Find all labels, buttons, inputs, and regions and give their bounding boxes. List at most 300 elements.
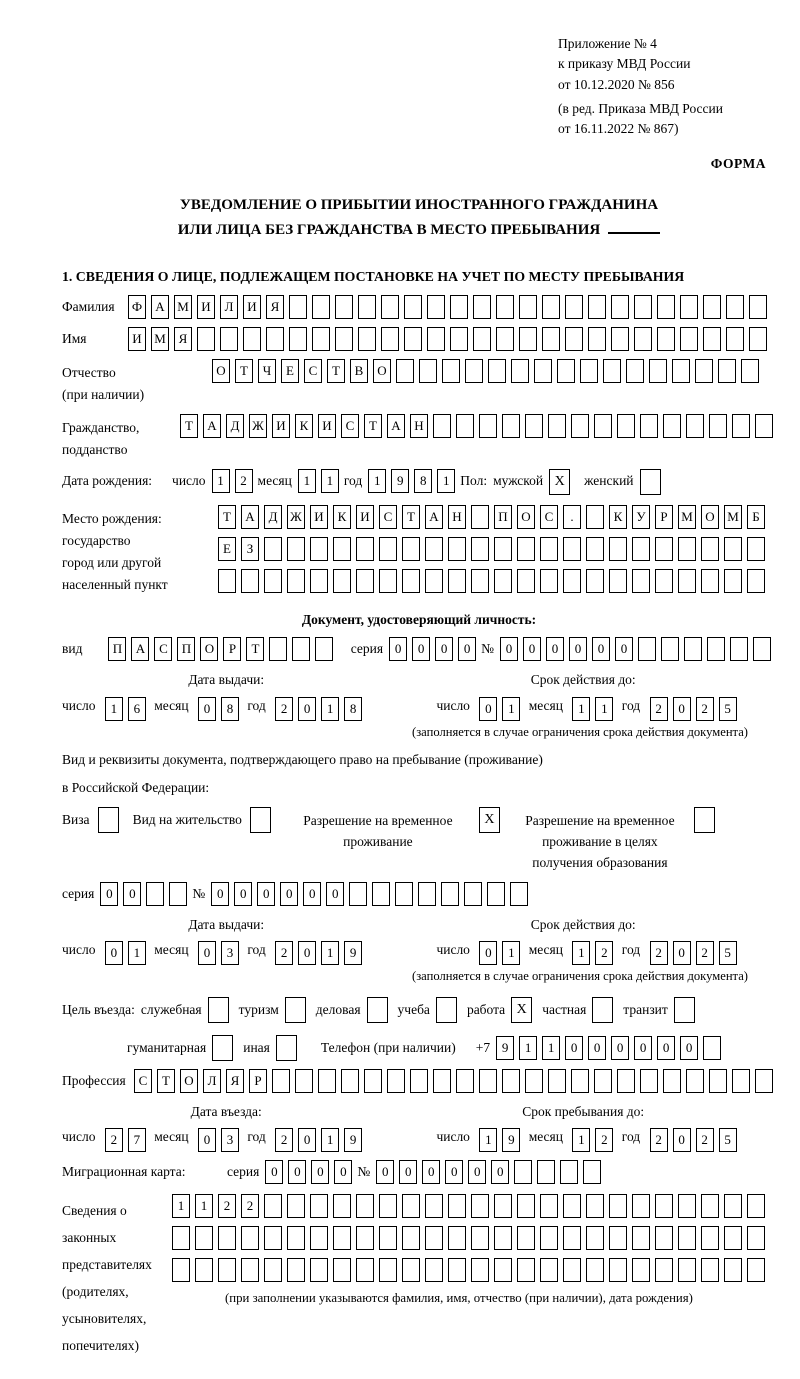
char-cell[interactable]: 5 [719, 941, 737, 965]
char-cell[interactable] [680, 295, 698, 319]
char-cell[interactable] [264, 537, 282, 561]
char-cell[interactable] [427, 327, 445, 351]
char-cell[interactable]: 1 [195, 1194, 213, 1218]
char-cell[interactable] [695, 359, 713, 383]
char-cell[interactable]: 0 [123, 882, 141, 906]
char-cell[interactable] [195, 1258, 213, 1282]
iddoc-valid-month-cells[interactable] [572, 697, 618, 721]
char-cell[interactable]: В [350, 359, 368, 383]
char-cell[interactable]: 1 [572, 697, 590, 721]
char-cell[interactable] [747, 1194, 765, 1218]
char-cell[interactable] [701, 569, 719, 593]
char-cell[interactable] [540, 1258, 558, 1282]
char-cell[interactable] [609, 1194, 627, 1218]
char-cell[interactable]: 0 [634, 1036, 652, 1060]
char-cell[interactable] [680, 327, 698, 351]
char-cell[interactable] [678, 537, 696, 561]
char-cell[interactable] [701, 1258, 719, 1282]
char-cell[interactable]: 0 [311, 1160, 329, 1184]
char-cell[interactable]: 0 [298, 941, 316, 965]
iddoc-valid-day-cells[interactable] [479, 697, 525, 721]
char-cell[interactable]: М [151, 327, 169, 351]
char-cell[interactable] [540, 1194, 558, 1218]
char-cell[interactable] [287, 1258, 305, 1282]
char-cell[interactable] [292, 637, 310, 661]
char-cell[interactable]: 2 [275, 941, 293, 965]
iddoc-issued-month-cells[interactable] [198, 697, 244, 721]
purpose-turizm-checkbox[interactable] [285, 997, 306, 1023]
char-cell[interactable]: 0 [491, 1160, 509, 1184]
char-cell[interactable]: Я [174, 327, 192, 351]
char-cell[interactable] [448, 1226, 466, 1250]
char-cell[interactable] [611, 295, 629, 319]
char-cell[interactable] [525, 1069, 543, 1093]
char-cell[interactable] [333, 569, 351, 593]
char-cell[interactable]: З [241, 537, 259, 561]
char-cell[interactable] [519, 327, 537, 351]
char-cell[interactable] [655, 537, 673, 561]
char-cell[interactable]: Т [364, 414, 382, 438]
char-cell[interactable] [471, 1194, 489, 1218]
char-cell[interactable] [655, 569, 673, 593]
char-cell[interactable] [594, 414, 612, 438]
purpose-inaya-checkbox[interactable] [276, 1035, 297, 1061]
char-cell[interactable]: М [174, 295, 192, 319]
char-cell[interactable] [418, 882, 436, 906]
char-cell[interactable] [358, 295, 376, 319]
char-cell[interactable]: 0 [657, 1036, 675, 1060]
char-cell[interactable] [318, 1069, 336, 1093]
char-cell[interactable] [425, 569, 443, 593]
char-cell[interactable]: 0 [280, 882, 298, 906]
char-cell[interactable]: 0 [257, 882, 275, 906]
char-cell[interactable]: 3 [221, 1128, 239, 1152]
char-cell[interactable]: К [295, 414, 313, 438]
char-cell[interactable] [703, 295, 721, 319]
char-cell[interactable] [379, 1194, 397, 1218]
char-cell[interactable] [379, 1258, 397, 1282]
char-cell[interactable] [471, 1226, 489, 1250]
char-cell[interactable] [586, 1226, 604, 1250]
char-cell[interactable]: М [678, 505, 696, 529]
char-cell[interactable]: Ж [287, 505, 305, 529]
char-cell[interactable]: К [609, 505, 627, 529]
char-cell[interactable] [609, 569, 627, 593]
profession-cells[interactable] [134, 1069, 778, 1093]
char-cell[interactable] [672, 359, 690, 383]
char-cell[interactable] [356, 1194, 374, 1218]
char-cell[interactable] [465, 359, 483, 383]
char-cell[interactable] [379, 1226, 397, 1250]
char-cell[interactable] [586, 569, 604, 593]
char-cell[interactable]: 0 [611, 1036, 629, 1060]
permit-issued-year-cells[interactable] [275, 941, 367, 965]
char-cell[interactable] [264, 569, 282, 593]
char-cell[interactable]: О [373, 359, 391, 383]
char-cell[interactable] [404, 327, 422, 351]
char-cell[interactable] [315, 637, 333, 661]
char-cell[interactable] [703, 327, 721, 351]
char-cell[interactable] [264, 1194, 282, 1218]
char-cell[interactable]: У [632, 505, 650, 529]
char-cell[interactable]: 0 [100, 882, 118, 906]
char-cell[interactable]: 0 [673, 1128, 691, 1152]
char-cell[interactable] [310, 1258, 328, 1282]
char-cell[interactable] [678, 1258, 696, 1282]
char-cell[interactable] [626, 359, 644, 383]
char-cell[interactable] [494, 1258, 512, 1282]
char-cell[interactable] [563, 1226, 581, 1250]
char-cell[interactable] [594, 1069, 612, 1093]
char-cell[interactable]: 2 [696, 1128, 714, 1152]
char-cell[interactable]: 0 [198, 1128, 216, 1152]
iddoc-series-cells[interactable] [389, 637, 481, 661]
char-cell[interactable] [583, 1160, 601, 1184]
char-cell[interactable] [571, 1069, 589, 1093]
char-cell[interactable]: 0 [334, 1160, 352, 1184]
char-cell[interactable] [218, 1226, 236, 1250]
char-cell[interactable] [172, 1258, 190, 1282]
char-cell[interactable]: О [200, 637, 218, 661]
char-cell[interactable] [402, 537, 420, 561]
char-cell[interactable] [519, 295, 537, 319]
char-cell[interactable] [450, 327, 468, 351]
char-cell[interactable] [333, 1226, 351, 1250]
char-cell[interactable] [333, 537, 351, 561]
char-cell[interactable] [649, 359, 667, 383]
char-cell[interactable]: П [177, 637, 195, 661]
char-cell[interactable] [565, 295, 583, 319]
char-cell[interactable] [732, 1069, 750, 1093]
char-cell[interactable] [289, 295, 307, 319]
char-cell[interactable]: 2 [595, 941, 613, 965]
iddoc-number-cells[interactable] [500, 637, 776, 661]
char-cell[interactable]: Е [218, 537, 236, 561]
iddoc-issued-year-cells[interactable] [275, 697, 367, 721]
char-cell[interactable] [287, 1226, 305, 1250]
char-cell[interactable]: 5 [719, 697, 737, 721]
char-cell[interactable] [473, 327, 491, 351]
char-cell[interactable]: 9 [502, 1128, 520, 1152]
char-cell[interactable]: Е [281, 359, 299, 383]
char-cell[interactable] [609, 537, 627, 561]
surname-cells[interactable] [128, 295, 772, 319]
char-cell[interactable] [655, 1194, 673, 1218]
char-cell[interactable]: С [379, 505, 397, 529]
char-cell[interactable]: 0 [615, 637, 633, 661]
char-cell[interactable] [456, 1069, 474, 1093]
char-cell[interactable] [686, 414, 704, 438]
char-cell[interactable]: Т [235, 359, 253, 383]
char-cell[interactable]: 1 [368, 469, 386, 493]
char-cell[interactable]: 2 [595, 1128, 613, 1152]
visa-checkbox[interactable] [98, 807, 119, 833]
char-cell[interactable] [510, 882, 528, 906]
purpose-tranzit-checkbox[interactable] [674, 997, 695, 1023]
char-cell[interactable] [724, 1226, 742, 1250]
char-cell[interactable] [494, 1226, 512, 1250]
char-cell[interactable]: 0 [211, 882, 229, 906]
residence-permit-checkbox[interactable] [250, 807, 271, 833]
char-cell[interactable]: 2 [235, 469, 253, 493]
char-cell[interactable] [396, 359, 414, 383]
char-cell[interactable]: 0 [673, 941, 691, 965]
birth-day-cells[interactable] [212, 469, 258, 493]
char-cell[interactable] [356, 537, 374, 561]
char-cell[interactable]: А [151, 295, 169, 319]
char-cell[interactable]: 8 [221, 697, 239, 721]
char-cell[interactable] [753, 637, 771, 661]
char-cell[interactable]: О [517, 505, 535, 529]
char-cell[interactable] [678, 569, 696, 593]
char-cell[interactable] [356, 1258, 374, 1282]
char-cell[interactable]: 6 [128, 697, 146, 721]
char-cell[interactable]: 1 [321, 469, 339, 493]
char-cell[interactable] [241, 569, 259, 593]
char-cell[interactable] [709, 414, 727, 438]
char-cell[interactable] [755, 414, 773, 438]
char-cell[interactable] [425, 1258, 443, 1282]
char-cell[interactable] [517, 1226, 535, 1250]
char-cell[interactable] [632, 1194, 650, 1218]
char-cell[interactable] [381, 327, 399, 351]
char-cell[interactable] [496, 327, 514, 351]
char-cell[interactable]: 1 [502, 697, 520, 721]
char-cell[interactable]: 1 [298, 469, 316, 493]
char-cell[interactable]: 0 [523, 637, 541, 661]
char-cell[interactable]: 0 [298, 1128, 316, 1152]
patronymic-cells[interactable] [212, 359, 764, 383]
char-cell[interactable] [511, 359, 529, 383]
char-cell[interactable]: 0 [198, 941, 216, 965]
char-cell[interactable] [379, 569, 397, 593]
char-cell[interactable] [310, 569, 328, 593]
permit-issued-month-cells[interactable] [198, 941, 244, 965]
char-cell[interactable] [634, 327, 652, 351]
char-cell[interactable] [747, 1258, 765, 1282]
char-cell[interactable] [264, 1226, 282, 1250]
char-cell[interactable] [747, 537, 765, 561]
char-cell[interactable] [588, 295, 606, 319]
iddoc-issued-day-cells[interactable] [105, 697, 151, 721]
char-cell[interactable] [494, 569, 512, 593]
char-cell[interactable]: И [310, 505, 328, 529]
char-cell[interactable]: 1 [321, 941, 339, 965]
char-cell[interactable]: 0 [198, 697, 216, 721]
char-cell[interactable]: И [272, 414, 290, 438]
char-cell[interactable]: Я [226, 1069, 244, 1093]
char-cell[interactable]: 0 [234, 882, 252, 906]
char-cell[interactable]: Т [402, 505, 420, 529]
char-cell[interactable]: К [333, 505, 351, 529]
birth-year-cells[interactable] [368, 469, 460, 493]
char-cell[interactable] [341, 1069, 359, 1093]
char-cell[interactable] [617, 1069, 635, 1093]
char-cell[interactable] [448, 1258, 466, 1282]
char-cell[interactable] [479, 1069, 497, 1093]
char-cell[interactable]: 8 [344, 697, 362, 721]
char-cell[interactable]: П [494, 505, 512, 529]
char-cell[interactable] [381, 295, 399, 319]
char-cell[interactable]: 0 [105, 941, 123, 965]
char-cell[interactable]: 0 [326, 882, 344, 906]
char-cell[interactable]: И [128, 327, 146, 351]
char-cell[interactable]: 1 [572, 941, 590, 965]
char-cell[interactable]: 1 [212, 469, 230, 493]
purpose-chastnaya-checkbox[interactable] [592, 997, 613, 1023]
char-cell[interactable]: 0 [588, 1036, 606, 1060]
char-cell[interactable] [448, 537, 466, 561]
char-cell[interactable] [433, 414, 451, 438]
purpose-delovaya-checkbox[interactable] [367, 997, 388, 1023]
char-cell[interactable] [565, 327, 583, 351]
char-cell[interactable]: О [212, 359, 230, 383]
char-cell[interactable] [707, 637, 725, 661]
char-cell[interactable]: 2 [650, 941, 668, 965]
char-cell[interactable] [724, 1258, 742, 1282]
char-cell[interactable] [287, 569, 305, 593]
entry-day-cells[interactable] [105, 1128, 151, 1152]
char-cell[interactable] [356, 569, 374, 593]
char-cell[interactable] [264, 1258, 282, 1282]
char-cell[interactable] [724, 1194, 742, 1218]
char-cell[interactable] [218, 569, 236, 593]
char-cell[interactable] [195, 1226, 213, 1250]
char-cell[interactable] [657, 295, 675, 319]
char-cell[interactable]: Т [246, 637, 264, 661]
char-cell[interactable]: И [243, 295, 261, 319]
char-cell[interactable]: Ч [258, 359, 276, 383]
char-cell[interactable] [402, 1258, 420, 1282]
char-cell[interactable]: 0 [376, 1160, 394, 1184]
char-cell[interactable]: 1 [172, 1194, 190, 1218]
char-cell[interactable]: 1 [502, 941, 520, 965]
char-cell[interactable] [747, 569, 765, 593]
representatives-cells-row3[interactable] [172, 1258, 776, 1282]
char-cell[interactable]: С [154, 637, 172, 661]
entry-year-cells[interactable] [275, 1128, 367, 1152]
char-cell[interactable] [387, 1069, 405, 1093]
char-cell[interactable]: 1 [128, 941, 146, 965]
char-cell[interactable] [464, 882, 482, 906]
char-cell[interactable] [169, 882, 187, 906]
char-cell[interactable] [724, 569, 742, 593]
char-cell[interactable]: Д [226, 414, 244, 438]
char-cell[interactable]: И [356, 505, 374, 529]
char-cell[interactable]: 0 [680, 1036, 698, 1060]
char-cell[interactable]: 9 [496, 1036, 514, 1060]
char-cell[interactable] [289, 327, 307, 351]
char-cell[interactable] [755, 1069, 773, 1093]
char-cell[interactable] [310, 1226, 328, 1250]
char-cell[interactable]: Р [655, 505, 673, 529]
char-cell[interactable] [537, 1160, 555, 1184]
entry-month-cells[interactable] [198, 1128, 244, 1152]
char-cell[interactable]: 1 [321, 697, 339, 721]
char-cell[interactable]: 2 [650, 1128, 668, 1152]
char-cell[interactable] [448, 569, 466, 593]
char-cell[interactable] [747, 1226, 765, 1250]
char-cell[interactable]: Н [410, 414, 428, 438]
char-cell[interactable] [718, 359, 736, 383]
char-cell[interactable]: Р [249, 1069, 267, 1093]
char-cell[interactable] [726, 295, 744, 319]
char-cell[interactable] [494, 537, 512, 561]
char-cell[interactable] [563, 537, 581, 561]
char-cell[interactable] [749, 295, 767, 319]
char-cell[interactable]: 1 [572, 1128, 590, 1152]
char-cell[interactable] [632, 537, 650, 561]
char-cell[interactable] [456, 414, 474, 438]
char-cell[interactable] [287, 537, 305, 561]
char-cell[interactable] [703, 1036, 721, 1060]
char-cell[interactable]: 0 [298, 697, 316, 721]
char-cell[interactable] [603, 359, 621, 383]
representatives-cells-row1[interactable] [172, 1194, 776, 1218]
char-cell[interactable]: 0 [500, 637, 518, 661]
char-cell[interactable]: Р [223, 637, 241, 661]
firstname-cells[interactable] [128, 327, 772, 351]
char-cell[interactable] [333, 1194, 351, 1218]
char-cell[interactable] [450, 295, 468, 319]
char-cell[interactable] [634, 295, 652, 319]
char-cell[interactable] [701, 1194, 719, 1218]
char-cell[interactable] [563, 1194, 581, 1218]
char-cell[interactable] [312, 327, 330, 351]
char-cell[interactable] [617, 414, 635, 438]
char-cell[interactable] [471, 1258, 489, 1282]
permit-valid-day-cells[interactable] [479, 941, 525, 965]
char-cell[interactable]: 1 [595, 697, 613, 721]
char-cell[interactable] [333, 1258, 351, 1282]
char-cell[interactable] [580, 359, 598, 383]
char-cell[interactable] [502, 414, 520, 438]
char-cell[interactable] [517, 537, 535, 561]
char-cell[interactable]: 2 [241, 1194, 259, 1218]
char-cell[interactable]: 0 [592, 637, 610, 661]
char-cell[interactable]: 2 [650, 697, 668, 721]
char-cell[interactable] [540, 1226, 558, 1250]
char-cell[interactable] [655, 1226, 673, 1250]
char-cell[interactable] [402, 1194, 420, 1218]
permit-valid-year-cells[interactable] [650, 941, 742, 965]
char-cell[interactable] [269, 637, 287, 661]
char-cell[interactable]: 0 [399, 1160, 417, 1184]
char-cell[interactable] [241, 1258, 259, 1282]
purpose-sluzhebnaya-checkbox[interactable] [208, 997, 229, 1023]
permit-series-cells[interactable] [100, 882, 192, 906]
char-cell[interactable] [571, 414, 589, 438]
phone-cells[interactable] [496, 1036, 726, 1060]
purpose-rabota-checkbox[interactable]: X [511, 997, 532, 1023]
char-cell[interactable]: 1 [519, 1036, 537, 1060]
char-cell[interactable]: Т [218, 505, 236, 529]
char-cell[interactable]: 1 [321, 1128, 339, 1152]
char-cell[interactable] [678, 1194, 696, 1218]
char-cell[interactable] [220, 327, 238, 351]
char-cell[interactable] [419, 359, 437, 383]
char-cell[interactable] [287, 1194, 305, 1218]
char-cell[interactable] [542, 327, 560, 351]
char-cell[interactable] [632, 1226, 650, 1250]
char-cell[interactable]: М [724, 505, 742, 529]
char-cell[interactable]: 0 [569, 637, 587, 661]
purpose-ucheba-checkbox[interactable] [436, 997, 457, 1023]
char-cell[interactable] [586, 1258, 604, 1282]
char-cell[interactable] [563, 569, 581, 593]
char-cell[interactable] [358, 327, 376, 351]
char-cell[interactable]: 2 [105, 1128, 123, 1152]
